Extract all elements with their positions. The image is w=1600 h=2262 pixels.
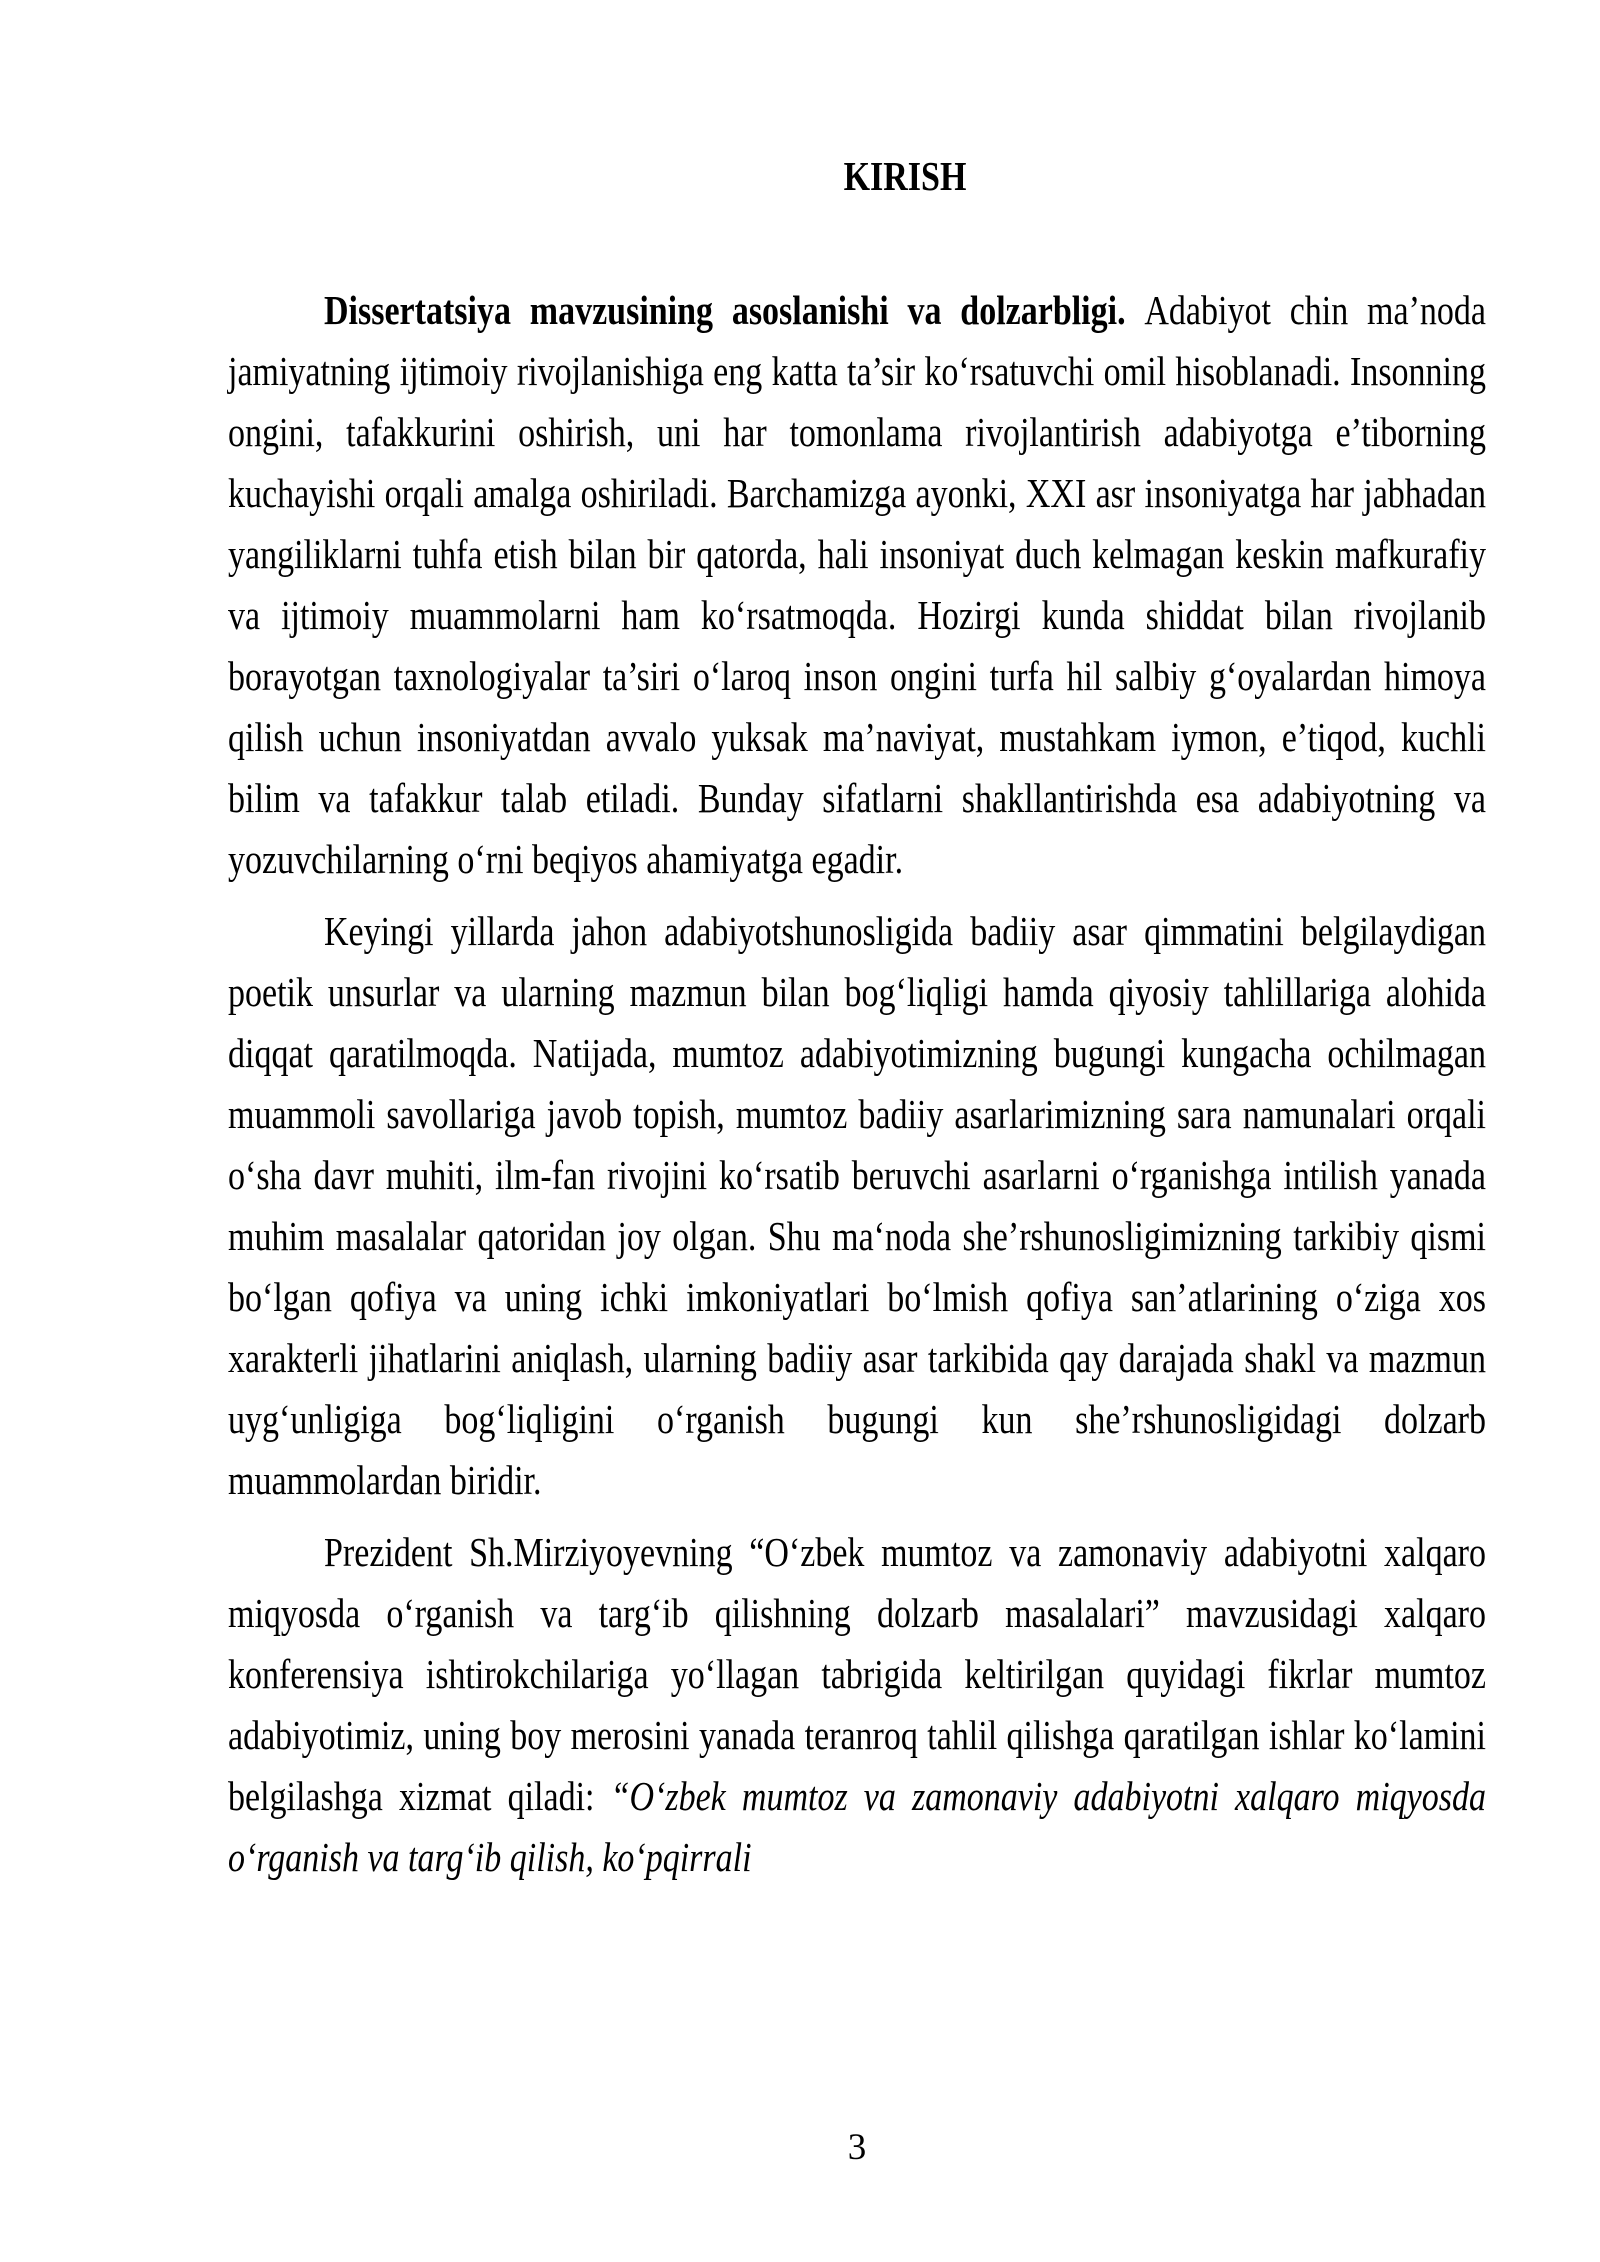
text-segment-normal: Prezident Sh.Mirziyoyevning “Oʻzbek mumtoz va zamonaviy adabiyotni xalqaro miqyosda oʻrganish va targʻib qilishning dolzarb masalalari” mavzusidagi xalqaro konferensiya ishtirokchilariga yoʻllagan tabrigida keltirilgan quyidagi fikrlar mumtoz adabiyotimiz, uning boy merosini yanada teranroq tahlil qilishga qaratilgan ishlar koʻlamini belgilashga xizmat qiladi:: [228, 1530, 1486, 1820]
page-number: 3: [847, 2127, 867, 2168]
page-title: KIRISH: [843, 154, 967, 200]
text-segment-bold: Dissertatsiya mavzusining asoslanishi va dolzarbligi.: [324, 288, 1145, 334]
text-segment-italic: “Oʻzbek mumtoz va zamonaviy adabiyotni xalqaro miqyosda oʻrganish va targʻib qilish, koʻpqirrali: [228, 1774, 1486, 1881]
paragraph: [228, 281, 1486, 891]
text-segment-normal: Keyingi yillarda jahon adabiyotshunosligida badiiy asar qimmatini belgilaydigan poetik unsurlar va ularning mazmun bilan bogʻliqligi hamda qiyosiy tahlillariga alohida diqqat qaratilmoqda. Natijada, mumtoz adabiyotimizning bugungi kungacha ochilmagan muammoli savollariga javob topish, mumtoz badiiy asarlarimizning sara namunalari orqali oʻsha davr muhiti, ilm-fan rivojini koʻrsatib beruvchi asarlarni oʻrganishga intilish yanada muhim masalalar qatoridan joy olgan. Shu maʻnoda she’rshunosligimizning tarkibiy qismi boʻlgan qofiya va uning ichki imkoniyatlari boʻlmish qofiya san’atlarining oʻziga xos xarakterli jihatlarini aniqlash, ularning badiiy asar tarkibida qay darajada shakl va mazmun uygʻunligiga bogʻliqligini oʻrganish bugungi kun she’rshunosligidagi dolzarb muammolardan biridir.: [228, 909, 1486, 1504]
document-body: [228, 281, 1486, 1889]
text-segment-normal: Adabiyot chin ma’noda jamiyatning ijtimoiy rivojlanishiga eng katta ta’sir koʻrsatuvchi omil hisoblanadi. Insonning ongini, tafakkurini oshirish, uni har tomonlama rivojlantirish adabiyotga e’tiborning kuchayishi orqali amalga oshiriladi. Barchamizga ayonki, XXI asr insoniyatga har jabhadan yangiliklarni tuhfa etish bilan bir qatorda, hali insoniyat duch kelmagan keskin mafkurafiy va ijtimoiy muammolarni ham koʻrsatmoqda. Hozirgi kunda shiddat bilan rivojlanib borayotgan taxnologiyalar ta’siri oʻlaroq inson ongini turfa hil salbiy gʻoyalardan himoya qilish uchun insoniyatdan avvalo yuksak ma’naviyat, mustahkam iymon, e’tiqod, kuchli bilim va tafakkur talab etiladi. Bunday sifatlarni shakllantirishda esa adabiyotning va yozuvchilarning oʻrni beqiyos ahamiyatga egadir.: [228, 288, 1486, 883]
paragraph: [228, 1523, 1486, 1889]
paragraph: [228, 902, 1486, 1512]
page-content: [228, 152, 1486, 1889]
